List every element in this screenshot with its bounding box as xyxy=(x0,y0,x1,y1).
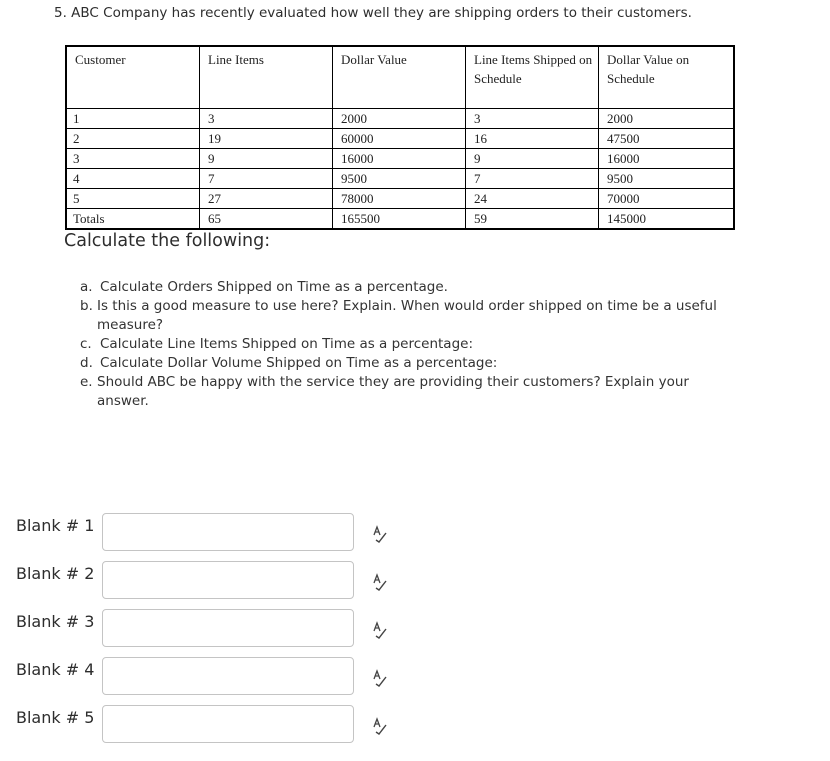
table-cell: 19 xyxy=(200,129,333,149)
blank-label: Blank # 4 xyxy=(16,660,95,679)
list-item xyxy=(80,278,740,297)
table-row xyxy=(66,189,734,209)
blank-1-input[interactable] xyxy=(102,513,354,551)
table-cell: 9500 xyxy=(333,169,466,189)
list-item-text: Is this a good measure to use here? Explain. When would order shipped on time be a useful measure? xyxy=(97,298,717,333)
table-cell: 9500 xyxy=(599,169,735,189)
spell-check-icon[interactable] xyxy=(370,717,388,735)
table-cell: 5 xyxy=(66,189,200,209)
list-item xyxy=(80,297,740,335)
table-cell: Totals xyxy=(66,209,200,230)
header-dollar-value: Dollar Value xyxy=(333,46,466,109)
table-row xyxy=(66,149,734,169)
spell-check-icon[interactable] xyxy=(370,669,388,687)
blank-label: Blank # 5 xyxy=(16,708,95,727)
blank-4 xyxy=(16,657,396,697)
table-cell: 3 xyxy=(66,149,200,169)
header-dollar-value-on-schedule: Dollar Value on Schedule xyxy=(599,46,735,109)
spell-check-icon[interactable] xyxy=(370,621,388,639)
blank-5-input[interactable] xyxy=(102,705,354,743)
table-cell: 4 xyxy=(66,169,200,189)
table-cell: 78000 xyxy=(333,189,466,209)
list-item-label: d. xyxy=(80,355,93,371)
table-cell: 9 xyxy=(200,149,333,169)
table-cell: 70000 xyxy=(599,189,735,209)
question-title: 5. ABC Company has recently evaluated how well they are shipping orders to their customers. xyxy=(54,5,692,21)
instructions-list xyxy=(80,278,740,411)
table-row xyxy=(66,129,734,149)
blank-5 xyxy=(16,705,396,745)
list-item-text: Should ABC be happy with the service they are providing their customers? Explain your answer. xyxy=(97,374,689,409)
table-cell: 47500 xyxy=(599,129,735,149)
table-cell: 65 xyxy=(200,209,333,230)
table-row xyxy=(66,169,734,189)
table-cell: 16000 xyxy=(333,149,466,169)
table-cell: 9 xyxy=(466,149,599,169)
list-item xyxy=(80,354,740,373)
blank-4-input[interactable] xyxy=(102,657,354,695)
table-cell: 24 xyxy=(466,189,599,209)
table-cell: 3 xyxy=(466,109,599,129)
table-row-totals xyxy=(66,209,734,230)
table-cell: 16000 xyxy=(599,149,735,169)
blank-1 xyxy=(16,513,396,553)
table-cell: 16 xyxy=(466,129,599,149)
header-line-items: Line Items xyxy=(200,46,333,109)
table-cell: 3 xyxy=(200,109,333,129)
list-item xyxy=(80,335,740,354)
header-customer: Customer xyxy=(66,46,200,109)
blank-label: Blank # 1 xyxy=(16,516,95,535)
table-header-row xyxy=(66,46,734,109)
table-cell: 2000 xyxy=(333,109,466,129)
list-item-text: Calculate Dollar Volume Shipped on Time as a percentage: xyxy=(100,355,498,371)
list-item-label: e. xyxy=(80,374,93,390)
table-cell: 2000 xyxy=(599,109,735,129)
table-cell: 60000 xyxy=(333,129,466,149)
header-line-items-on-schedule: Line Items Shipped on Schedule xyxy=(466,46,599,109)
blank-3-input[interactable] xyxy=(102,609,354,647)
table-cell: 145000 xyxy=(599,209,735,230)
table-row xyxy=(66,109,734,129)
table-cell: 59 xyxy=(466,209,599,230)
spell-check-icon[interactable] xyxy=(370,573,388,591)
shipping-table xyxy=(65,45,735,230)
spell-check-icon[interactable] xyxy=(370,525,388,543)
list-item-label: b. xyxy=(80,298,93,314)
table-cell: 7 xyxy=(200,169,333,189)
list-item-label: c. xyxy=(80,336,92,352)
list-item-text: Calculate Orders Shipped on Time as a percentage. xyxy=(100,279,448,295)
blank-label: Blank # 2 xyxy=(16,564,95,583)
blank-2 xyxy=(16,561,396,601)
blank-label: Blank # 3 xyxy=(16,612,95,631)
blank-3 xyxy=(16,609,396,649)
table-cell: 7 xyxy=(466,169,599,189)
list-item-label: a. xyxy=(80,279,93,295)
table-cell: 165500 xyxy=(333,209,466,230)
list-item-text: Calculate Line Items Shipped on Time as a percentage: xyxy=(100,336,474,352)
table-cell: 2 xyxy=(66,129,200,149)
list-item xyxy=(80,373,740,411)
table-cell: 27 xyxy=(200,189,333,209)
blank-2-input[interactable] xyxy=(102,561,354,599)
instructions-heading: Calculate the following: xyxy=(64,231,271,251)
table-cell: 1 xyxy=(66,109,200,129)
